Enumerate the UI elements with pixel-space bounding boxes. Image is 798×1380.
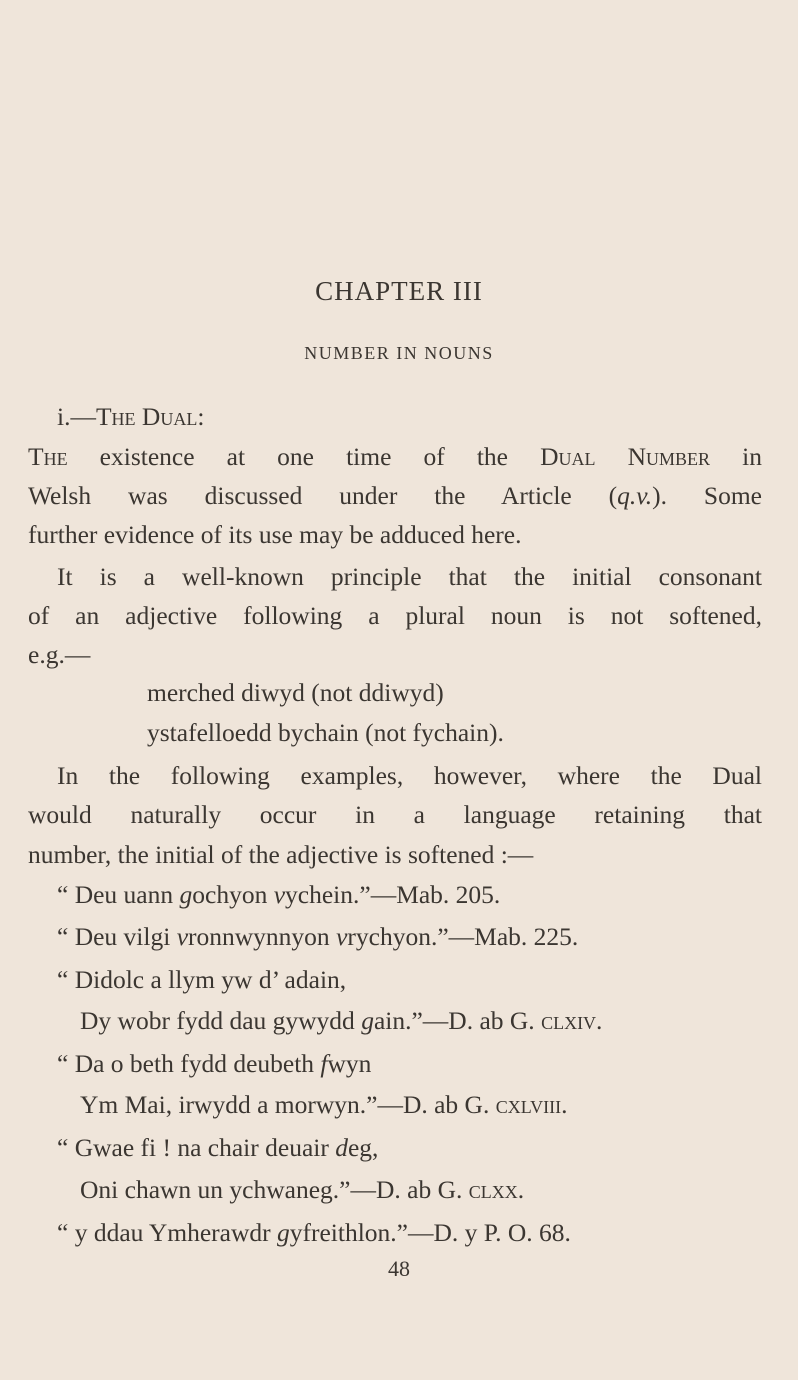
paragraph-line	[57, 759, 762, 793]
text-segment: It is a well-known principle that the initial consonant	[57, 562, 762, 591]
subsection-heading	[57, 400, 791, 434]
text-segment: Welsh was discussed under the Article (	[28, 481, 618, 510]
italic-text: v	[273, 880, 286, 909]
text-segment: would naturally occur in a language retaining that	[28, 800, 762, 829]
quotation-line	[80, 1088, 762, 1122]
italic-text: f	[320, 1049, 328, 1078]
chapter-title: CHAPTER III	[315, 276, 483, 306]
paragraph-line	[28, 798, 762, 832]
text-segment: in	[710, 442, 762, 471]
quotation-line	[57, 1216, 762, 1250]
small-caps-text: The Dual	[95, 402, 198, 431]
quotation-line	[57, 878, 762, 912]
paragraph-line	[28, 638, 762, 672]
text-segment: further evidence of its use may be adduced here.	[28, 520, 522, 549]
text-segment: of an adjective following a plural noun is not softened,	[28, 601, 762, 630]
text-segment: ystafelloedd bychain (not fychain).	[147, 718, 504, 747]
text-segment: wyn	[327, 1049, 372, 1078]
text-segment: merched diwyd (not ddiwyd)	[147, 678, 444, 707]
text-segment: e.g.—	[28, 640, 91, 669]
italic-text: q.v.	[617, 481, 653, 510]
text-segment: “ Deu uann	[57, 880, 180, 909]
text-segment: “ Deu vilgi	[57, 922, 177, 951]
small-caps-text: Dual Number	[540, 442, 711, 471]
text-segment: “ Gwae fi ! na chair deuair	[57, 1133, 336, 1162]
section-title: NUMBER IN NOUNS	[304, 343, 494, 363]
italic-text: d	[335, 1133, 348, 1162]
italic-text: g	[361, 1006, 374, 1035]
quotation-line	[80, 1004, 762, 1038]
italic-text: v	[176, 922, 189, 951]
text-segment: ronnwynnyon	[188, 922, 337, 951]
text-segment: ). Some	[652, 481, 762, 510]
quotation-line	[57, 1047, 762, 1081]
paragraph-line	[28, 440, 762, 474]
paragraph-line	[28, 479, 762, 513]
italic-text: g	[179, 880, 193, 909]
text-segment: Oni chawn un ychwaneg.”—D. ab G.	[80, 1175, 469, 1204]
text-segment: In the following examples, however, where the Dual	[57, 761, 762, 790]
text-segment: “ Didolc a llym yw d’ adain,	[57, 965, 347, 994]
small-caps-text: The	[28, 442, 68, 471]
paragraph-line	[28, 599, 762, 633]
small-caps-text: clxx.	[468, 1175, 525, 1204]
quotation-line	[57, 920, 762, 954]
paragraph-line	[28, 518, 762, 552]
paragraph-line	[57, 560, 762, 594]
text-segment: Ym Mai, irwydd a morwyn.”—D. ab G.	[80, 1090, 496, 1119]
text-segment: number, the initial of the adjective is softened :—	[28, 840, 534, 869]
text-segment: i.—	[57, 402, 96, 431]
example-line	[147, 676, 762, 710]
text-segment: “ y ddau Ymherawdr	[57, 1218, 277, 1247]
quotation-line	[80, 1173, 762, 1207]
small-caps-text: cxlviii.	[495, 1090, 568, 1119]
page-number: 48	[388, 1256, 410, 1281]
text-segment: ychein.”—Mab. 205.	[285, 880, 501, 909]
paragraph-line	[28, 838, 762, 872]
quotation-line	[57, 963, 762, 997]
italic-text: v	[336, 922, 348, 951]
text-segment: ain.”—D. ab G.	[373, 1006, 542, 1035]
italic-text: g	[276, 1218, 290, 1247]
example-line	[147, 716, 762, 750]
text-segment: ochyon	[192, 880, 274, 909]
text-segment: :	[197, 402, 205, 431]
quotation-line	[57, 1131, 762, 1165]
text-segment: eg,	[347, 1133, 379, 1162]
text-segment: existence at one time of the	[67, 442, 541, 471]
text-segment: “ Da o beth fydd deubeth	[57, 1049, 321, 1078]
text-segment: Dy wobr fydd dau gywydd	[80, 1006, 362, 1035]
text-segment: rychyon.”—Mab. 225.	[347, 922, 579, 951]
text-segment: yfreithlon.”—D. y P. O. 68.	[289, 1218, 571, 1247]
small-caps-text: clxiv.	[541, 1006, 603, 1035]
